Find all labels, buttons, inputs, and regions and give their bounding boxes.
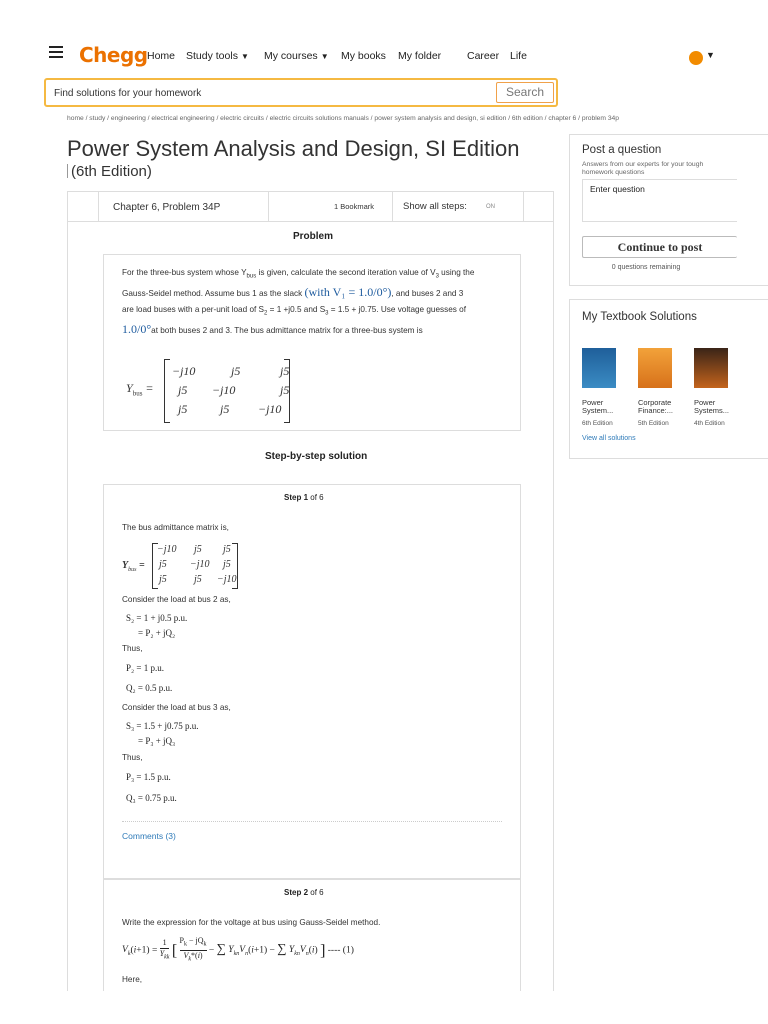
edition-subtitle: (6th Edition) [67,163,152,180]
problem-heading: Problem [293,231,334,242]
search-input[interactable] [54,85,484,101]
show-steps-toggle[interactable]: ON [486,204,495,210]
step-text: Thus, [122,644,143,653]
step-text: Consider the load at bus 3 as, [122,703,231,712]
chevron-down-icon: ▼ [320,52,329,61]
step-text: Write the expression for the voltage at bus using Gauss-Seidel method. [122,918,381,927]
step-1-box [103,484,521,879]
avatar[interactable] [689,51,703,65]
step-text: Thus, [122,753,143,762]
view-all-solutions-link[interactable]: View all solutions [582,435,636,442]
continue-to-post-button[interactable]: Continue to post [582,236,737,258]
book-title[interactable]: Power System... [582,398,614,415]
book-title[interactable]: Power Systems... [694,398,730,415]
post-question-subtitle: Answers from our experts for your tough homework questions [582,161,704,176]
book-cover-image[interactable] [638,348,672,388]
textbook-solutions-panel [569,299,768,459]
equation: P₂ = 1 p.u. [126,663,164,673]
equation: Q₂ = 0.5 p.u. [126,683,173,693]
hamburger-menu-icon[interactable] [49,46,63,58]
problem-text: For the three-bus system whose $Y_{bus}$ is given, calculate the second iteration value of $V_3$ using the Gauss-Seidel method. Assume bus 1 as the slack (with V₁ = 1.0/0°), and buses 2 and 3 are load buses with a per-unit load of $S_2 = 1 +j0.5$ and $S_3 = 1.5 + j0.75$. Use voltage guesses of 1.0/0°at both buses 2 and 3. The bus admittance matrix for a three-bus system is [122,268,475,336]
nav-my-folder[interactable]: My folder [398,50,442,62]
equation: = P₂ + jQ₂ [138,628,176,638]
admittance-matrix: $Y_{bus}$ = −j10 j5 j5 j5 −j10 j5 j5 j5 −j10 [126,359,336,423]
equation: S₃ = 1.5 + j0.75 p.u. [126,721,199,731]
book-cover-image[interactable] [582,348,616,388]
step-1-heading: Step 1 of 6 [284,493,324,502]
book-edition: 6th Edition [582,420,613,427]
problem-box [103,254,521,431]
textbook-item[interactable] [582,348,630,432]
step-text: The bus admittance matrix is, [122,523,229,532]
nav-career[interactable]: Career [467,50,500,62]
nav-life[interactable]: Life [510,50,527,62]
textbook-item[interactable] [638,348,686,432]
book-edition: 5th Edition [638,420,669,427]
nav-study-tools[interactable]: Study tools ▼ [186,50,249,62]
solution-heading: Step-by-step solution [265,451,368,462]
post-question-title: Post a question [582,144,662,156]
comments-link[interactable]: Comments (3) [122,831,176,841]
gauss-seidel-equation: $V_k(i+1)$ = 1 $Y_{kk}$ [ $P_k - jQ_k$ $V_k*(i)$ − ∑ $Y_{kn}V_n(i+1)$ − ∑ $Y_{kn}V_n(i)$ ] ---- (1) [122,936,354,963]
solution-frame [67,191,554,991]
chapter-label[interactable]: Chapter 6, Problem 34P [113,202,221,213]
step-text: Consider the load at bus 2 as, [122,595,231,604]
post-question-panel [569,134,768,286]
chapter-toolbar [68,191,553,222]
book-edition: 4th Edition [694,420,725,427]
book-cover-image[interactable] [694,348,728,388]
top-navigation [0,0,768,78]
breadcrumb[interactable]: home / study / engineering / electrical engineering / electric circuits / electric circuits solutions manuals / power system analysis and design, si edition / 6th edition / chapter 6 / problem 34p [67,115,619,122]
show-all-steps-label: Show all steps: [403,201,467,212]
equation: S₂ = 1 + j0.5 p.u. [126,613,188,623]
equation: P₃ = 1.5 p.u. [126,772,171,782]
nav-my-books[interactable]: My books [341,50,386,62]
equation: Q₃ = 0.75 p.u. [126,793,177,803]
step-text: Here, [122,975,143,984]
divider [122,821,502,822]
chevron-down-icon[interactable]: ▼ [706,50,715,60]
question-input[interactable]: Enter question [582,179,737,222]
page-title: Power System Analysis and Design, SI Edition [67,136,520,161]
nav-my-courses[interactable]: My courses ▼ [264,50,329,62]
chegg-logo[interactable]: Chegg [79,43,148,67]
step-2-box [103,879,521,991]
textbook-solutions-title: My Textbook Solutions [582,311,697,323]
equation: = P₃ + jQ₃ [138,736,176,746]
step-2-heading: Step 2 of 6 [284,888,324,897]
questions-remaining: 0 questions remaining [611,264,681,271]
search-bar [44,78,558,107]
chevron-down-icon: ▼ [240,52,249,61]
book-title[interactable]: Corporate Finance:... [638,398,674,415]
nav-home[interactable]: Home [147,50,176,62]
search-button[interactable]: Search [496,82,554,103]
bookmark-button[interactable]: 1 Bookmark [334,202,375,211]
step-1-matrix: $Y_{bus}$ = −j10 j5 j5 j5 −j10 j5 j5 j5 −j10 [122,543,252,589]
textbook-item[interactable] [694,348,742,432]
toolbar-end-cell [523,192,553,221]
